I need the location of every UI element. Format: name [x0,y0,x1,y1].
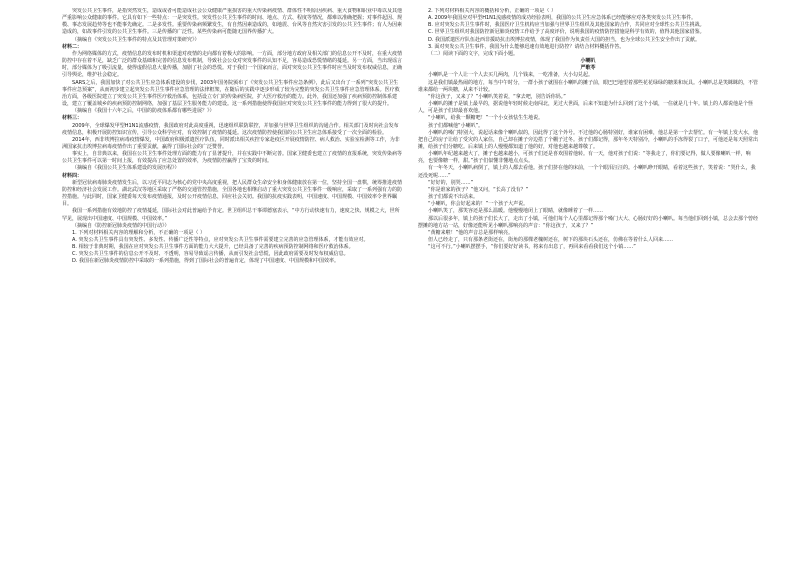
right-paragraph: 严歌苓 [580,65,596,72]
left-paragraph: C. 突发公共卫生事件的信息公开不及时、不透明，容易导致谣言传播，从而引发社会恐慌，因此政府需要及时发布权威信息。 [72,251,349,258]
right-paragraph: 小喇叭的摊子是镇上最早的，据说他年轻时候走南闯北，见过大世面，后来不知道为什么回到了这个小镇，一住就是几十年。镇上的人都说他是个怪人，可是孩子们却最喜欢他。 [418,101,754,115]
right-paragraph: 这是我们镇最热闹的地方，每当中午时分，一群小孩子就围在小喇叭的摊子前，眼巴巴地望着那些花花绿绿的糖果和玩具。小喇叭总是笑眯眯的，不管谁来都给一两块糖，从来不计较。 [418,79,758,93]
left-paragraph: 突发公共卫生事件，是指突然发生，造成或者可能造成社会公众健康严重损害的重大传染病疫情、群体性不明原因疾病、重大食物和职业中毒以及其他严重影响公众健康的事件。它具有如下一些特点：一是突发性。突发性公共卫生事件的时间、地点、方式、程度等情况，都难以准确把握；对事件起因、规模、事态发展趋势等也不能事先确定。二是多发性。重要传染病频繁发生，有自然因素造成的，如地震、台风等自然灾害引发的公共卫生事件；有人为因素造成的，如故事件引发的公共卫生事件。三是传播的广泛性。某些传染病可能随无国界传播扩大。 [62,8,402,36]
right-paragraph: D. 我国派遣医疗队伍赴西非援助抗击埃博拉疫情，体现了我国作为负责任大国的担当，也为全球公共卫生安全作出了贡献。 [428,36,701,43]
right-paragraph: “这可不行。”小喇叭摆摆手，“你们要好好读书，将来有出息了，再回来看看我们这个小镇……” [428,244,636,251]
right-paragraph: B. 应对突发公共卫生事件时，我国医疗卫生机构应当加强与世界卫生组织及其他国家的合作，共同应对全球性公共卫生挑战。 [428,22,705,29]
right-paragraph: “你这孩子，又来了？”小喇叭笑着说，“拿去吧，别告诉你妈。” [428,93,566,100]
right-paragraph: 小喇叭 [580,58,596,65]
right-paragraph: “小喇叭，你会好起来的！”一个孩子大声说。 [428,201,529,208]
left-paragraph: （摘编自《我国公共卫生体系建设的发展历程》） [72,165,180,172]
left-paragraph: SARS之后，我国加快了对公共卫生应急体系建设的步伐，2003年国务院颁布了《突发公共卫生事件应急条例》，此后又出台了一系列“突发公共卫生事件应急预案”，从而初步建立起突发公共卫生事件应急管理的法律框架，在随后的实践中逐步形成了较为完整的突发公共卫生事件应急管理体系。医疗救治方面，各级医院建立了突发公共卫生事件医疗救治体系，包括设立专门的传染病医院，扩大医疗救治的能力。此外，我国还加强了疾病预防控制体系建设，建立了覆盖城乡的疾病预防控制网络，加强了基层卫生服务能力的建设。这一系列措施使得我国应对突发公共卫生事件的能力得到了很大的提升。 [62,79,400,108]
left-paragraph: 作为网络媒体的方式，疫情信息的发布时机和渠道对疫情的走向都有着极大的影响。一方面，部分地方政府及相关部门的信息公开不及时，在重大疫情防控中存在着不足，缺乏广泛的群众基础和完善的信息发布机制，导致社会公众对突发事件的认知不足，容易造成恐慌情绪的蔓延。另一方面，当出现谣言时，部分媒体为了吸引流量，使得虚假信息大量传播，加剧了社会的恐慌。对于我们一个国家而言，面对突发公共卫生事件时应当及时发布权威信息，正确引导舆论，维护社会稳定。 [62,50,402,79]
right-paragraph: 小喇叭年纪越来越大了，摊子也越来越小，可孩子们还是喜欢围着他转。有一天，他对孩子们说：“等我走了，你们要记得，做人要像喇叭一样，响亮，也要像糖一样，甜。”孩子们似懂非懂地点点头。 [418,151,751,165]
right-paragraph: “小喇叭，给我一颗糖吧！”一个小女孩怯生生地说。 [428,115,544,122]
right-paragraph: 2. 下列对材料相关内容的概括和分析，正确的一项是（ ） [428,8,556,14]
left-paragraph: 我国一系列措施有效地防控了疫情蔓延，国际社会对此普遍给予肯定。世卫组织总干事谭德塞表示，“中方行动快速有力，速度之快、规模之大，世所罕见，展现出中国速度、中国规模、中国效率。” [62,208,400,222]
right-paragraph: A. 2009年我国应对甲型H1N1流感疫情的成功经验表明，我国的公共卫生应急体系已经能够应对各类突发公共卫生事件。 [428,15,697,22]
right-paragraph: 孩子们都喊他“小喇叭”。 [428,122,484,129]
left-paragraph: A. 突发公共卫生事件具有突发性、多发性、传播广泛性等特点，应对突发公共卫生事件需要建立完善的应急管理体系，才能有效应对。 [72,237,369,243]
left-paragraph: 新型冠状病毒肺炎疫情发生后，以习近平同志为核心的党中央高度重视，把人民群众生命安全和身体健康放在第一位，坚持全国一盘棋，统筹推进疫情防控和经济社会发展工作。湖北武汉等地区采取了严格的交通管控措施，全国各地也相继启动了重大突发公共卫生事件一级响应，采取了一系列强有力的防控措施。与此同时，国家卫健委每天发布疫情通报，及时公开疫情信息，回应社会关切。我国的抗疫实践表明，中国速度、中国规模、中国效率令世界瞩目。 [62,179,402,208]
left-paragraph: 材料三： [62,115,83,122]
right-paragraph: C. 世界卫生组织对我国防控新冠肺炎疫情工作给予了高度评价，说明我国的疫情防控措施是科学有效的，值得其他国家借鉴。 [428,29,705,36]
right-paragraph: 那以后很多年，镇上的孩子们长大了，走出了小镇，可他们每个人心里都记得那个嗓门大大、心肠好好的小喇叭。每当他们回到小镇，总会去那个曾经摆摊的地方站一站，好像还能听见小喇叭那响亮的声音：“你这孩子，又来了？” [418,215,758,229]
right-paragraph: “你是谁家的孩子？”他又问，“长高了没有？” [428,186,529,193]
left-paragraph: 2014年，西非埃博拉病毒疫情爆发，中国政府积极派遣医疗队伍，同时派出相关疾控专家赴疫区开展疫情防控、病人救治、实验室检测等工作，为非洲国家抗击埃博拉病毒疫情作出了重要贡献，赢得了国际社会的广泛赞誉。 [62,136,400,150]
right-paragraph: 小喇叭是一个人让一个人去买几两肉，几个钱来，一吃准备，大小勾兑起。 [428,72,594,79]
left-column [62,8,402,556]
right-column [418,8,758,556]
right-paragraph: 小喇叭笑了，那笑容还是那么温暖。他慢慢地闭上了眼睛，就像睡着了一样…… [428,208,604,215]
right-paragraph: 孩子们都说不出话来。 [428,194,479,201]
left-paragraph: 材料四： [62,172,83,179]
left-paragraph: （摘编自《我国十六年之后，中国的防疫体系都有哪些进展？》） [72,108,215,115]
right-paragraph: 小喇叭的嗓门特别大，说起话来像个喇叭似的，因此得了这个外号。不过他的心肠特别好，谁家有困难，他总是第一个去帮忙。有一年镇上发大水，他把自己的房子让给了受灾的人家住，自己却在摊子旁边搭了个棚子过冬。孩子们都记得，那年冬天特别冷，小喇叭的手冻得裂了口子，可他还是每天照常出摊，给孩子们分糖吃。后来镇上的人慢慢都知道了他的好，对他也越来越尊敬了。 [418,129,758,150]
left-paragraph: 事实上，自非典以来，我国在公共卫生事件处理方面的能力有了显著提升，并在实践中不断完善。国家卫健委也建立了疫情的直报系统，突发传染病等公共卫生事件可以第一时间上报，有效提高了应急处置的效率，为疫情防控赢得了宝贵的时间。 [62,151,402,165]
right-paragraph: 但人已经走了，只有那条老街还在，街角的那棵老槐树还在，树下的那块石头还在，仿佛在等着什么人回来…… [428,237,674,243]
right-paragraph: （二）阅读下面的文字，完成下面小题。 [428,50,519,57]
left-paragraph: 1. 下列对材料相关内容的理解和分析，不正确的一项是（ ） [72,229,205,236]
right-paragraph: 有一年冬天，小喇叭病倒了，镇上的人都去看他。孩子们挤在他的床前，一个个眼泪汪汪的。小喇叭睁开眼睛，看着这些孩子，笑着说：“哭什么，我还没死呢……” [418,165,756,179]
left-paragraph: B. 相较于非典时期，我国在应对突发公共卫生事件方面的能力大大提升，已经具备了完善的疾病预防控制网络和医疗救治体系。 [72,244,354,251]
left-paragraph: 2009年，全球爆发甲型H1N1流感疫情，我国政府对此高度重视，迅速组织联防联控，并加强与世界卫生组织的沟通合作。相关部门及时向社会发布疫情信息，积极开展防控知识宣传，引导公众科学应对，有效控制了疫情的蔓延。这次疫情防控使我国的公共卫生应急体系接受了一次全面的检验。 [62,122,399,136]
left-paragraph: （摘编自《防控新冠肺炎疫情的中国行动》） [72,222,170,229]
right-paragraph: “好好的，别哭……” [428,179,474,186]
left-paragraph: （摘编自《突发公共卫生事件的特点及其管理对策研究》） [72,36,200,43]
left-paragraph: 材料二： [62,43,83,50]
right-paragraph: “黄糖来啦！”他的声音总是那样响亮。 [428,229,514,236]
right-paragraph: 3. 面对突发公共卫生事件，我国为什么能够迅速有效地进行防控？请结合材料概括作答。 [428,43,625,50]
left-paragraph: D. 我国在新冠肺炎疫情防控中采取的一系列措施，得到了国际社会的普遍肯定，体现了中国速度、中国规模和中国效率。 [72,258,340,265]
